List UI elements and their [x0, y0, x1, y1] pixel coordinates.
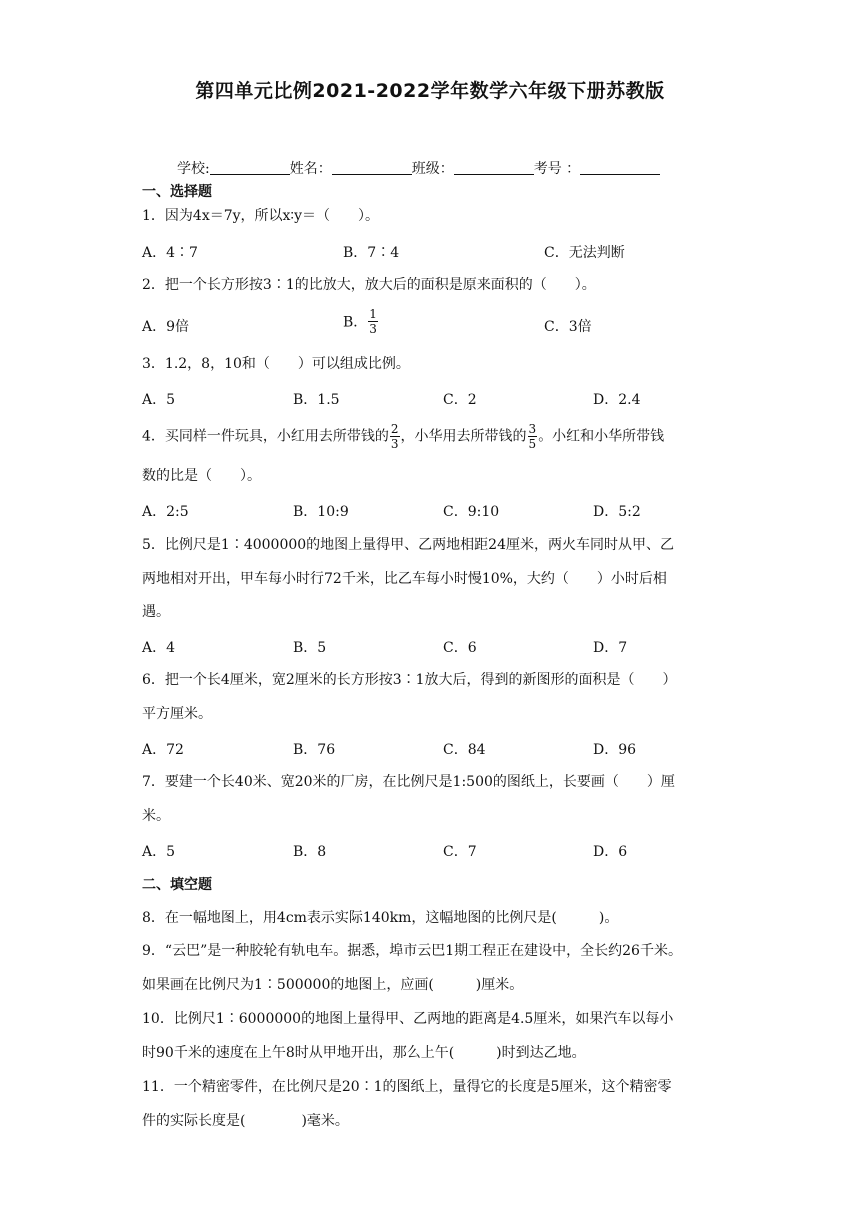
q4-text-2: ，小华用去所带钱的	[400, 428, 527, 445]
document-title: 第四单元比例2021-2022学年数学六年级下册苏教版	[195, 80, 665, 102]
name-blank	[332, 160, 412, 175]
exam-no-blank	[580, 160, 660, 175]
question-5-line-3: 遇。	[142, 604, 170, 620]
q5-option-c: C．6	[443, 640, 477, 656]
q3-option-b: B．1.5	[293, 392, 340, 408]
question-6-line-2: 平方厘米。	[142, 706, 212, 722]
question-9-line-1: 9．“云巴”是一种胶轮有轨电车。据悉，埠市云巴1期工程正在建设中，全长约26千米。	[142, 943, 682, 959]
fraction-numerator: 3	[528, 422, 537, 436]
q5-option-b: B．5	[293, 640, 327, 656]
school-blank	[210, 160, 290, 175]
question-5-line-2: 两地相对开出，甲车每小时行72千米，比乙车每小时慢10%，大约（ ）小时后相	[142, 571, 667, 587]
fraction-denominator: 3	[369, 322, 377, 336]
fraction-denominator: 3	[390, 437, 399, 451]
q3-option-c: C．2	[443, 392, 477, 408]
q3-option-d: D．2.4	[593, 392, 641, 408]
q6-option-a: A．72	[142, 742, 184, 758]
q7-option-a: A．5	[142, 844, 176, 860]
q1-option-c: C．无法判断	[544, 245, 625, 261]
question-8: 8．在一幅地图上，用4cm表示实际140km，这幅地图的比例尺是( )。	[142, 910, 619, 926]
q4-text-1: 4．买同样一件玩具，小红用去所带钱的	[142, 428, 389, 445]
question-11-line-2: 件的实际长度是( )毫米。	[142, 1113, 349, 1129]
q1-option-a: A．4∶7	[142, 245, 198, 261]
q4-option-b: B．10:9	[293, 504, 349, 520]
q4-text-3: 。小红和小华所带钱	[538, 428, 665, 445]
question-11-line-1: 11．一个精密零件，在比例尺是20∶1的图纸上，量得它的长度是5厘米，这个精密零	[142, 1079, 672, 1095]
fraction-numerator: 1	[369, 307, 377, 321]
q5-option-a: A．4	[142, 640, 176, 656]
name-label: 姓名：	[289, 161, 332, 177]
q2-option-c: C．3倍	[544, 319, 592, 335]
question-6-line-1: 6．把一个长4厘米，宽2厘米的长方形按3∶1放大后，得到的新图形的面积是（ ）	[142, 672, 677, 688]
q4-fraction-2	[528, 422, 538, 451]
q4-fraction-1	[390, 422, 400, 451]
question-2: 2．把一个长方形按3∶1的比放大，放大后的面积是原来面积的（ ）。	[142, 277, 596, 293]
q2-option-b-prefix: B．	[343, 314, 368, 331]
q4-option-d: D．5:2	[593, 504, 641, 520]
q6-option-d: D．96	[593, 742, 637, 758]
class-label: 班级：	[411, 161, 454, 177]
question-4-line-2: 数的比是（ ）。	[142, 468, 261, 484]
q1-option-b: B．7∶4	[343, 245, 400, 261]
q4-option-a: A．2:5	[142, 504, 189, 520]
fraction-numerator: 2	[390, 422, 399, 436]
q2-option-a: A．9倍	[142, 319, 190, 335]
question-7-line-2: 米。	[142, 808, 170, 824]
question-3: 3．1.2，8，10和（ ）可以组成比例。	[142, 356, 410, 372]
section-fill-heading: 二、填空题	[142, 877, 212, 893]
exam-no-label: 考号 ：	[533, 161, 581, 177]
fraction-denominator: 5	[528, 437, 537, 451]
section-choice-heading: 一、选择题	[142, 184, 212, 200]
question-5-line-1: 5．比例尺是1∶4000000的地图上量得甲、乙两地相距24厘米，两火车同时从甲、乙	[142, 537, 674, 553]
question-4-line-1	[142, 422, 722, 451]
q6-option-b: B．76	[293, 742, 336, 758]
q5-option-d: D．7	[593, 640, 628, 656]
student-info-line	[177, 158, 660, 178]
question-10-line-1: 10．比例尺1∶6000000的地图上量得甲、乙两地的距离是4.5厘米，如果汽车以每小	[142, 1011, 674, 1027]
question-10-line-2: 时90千米的速度在上午8时从甲地开出，那么上午( )时到达乙地。	[142, 1045, 586, 1061]
q7-option-b: B．8	[293, 844, 327, 860]
q7-option-d: D．6	[593, 844, 628, 860]
question-9-line-2: 如果画在比例尺为1∶500000的地图上，应画( )厘米。	[142, 977, 524, 993]
question-7-line-1: 7．要建一个长40米、宽20米的厂房，在比例尺是1:500的图纸上，长要画（ ）厘	[142, 774, 675, 790]
q7-option-c: C．7	[443, 844, 477, 860]
q3-option-a: A．5	[142, 392, 176, 408]
school-label: 学校:	[177, 161, 210, 177]
q2-option-b	[343, 307, 379, 336]
q4-option-c: C．9:10	[443, 504, 500, 520]
class-blank	[454, 160, 534, 175]
question-1: 1．因为4x＝7y，所以x∶y＝（ ）。	[142, 208, 379, 224]
q6-option-c: C．84	[443, 742, 486, 758]
q2-option-b-fraction	[368, 307, 378, 336]
